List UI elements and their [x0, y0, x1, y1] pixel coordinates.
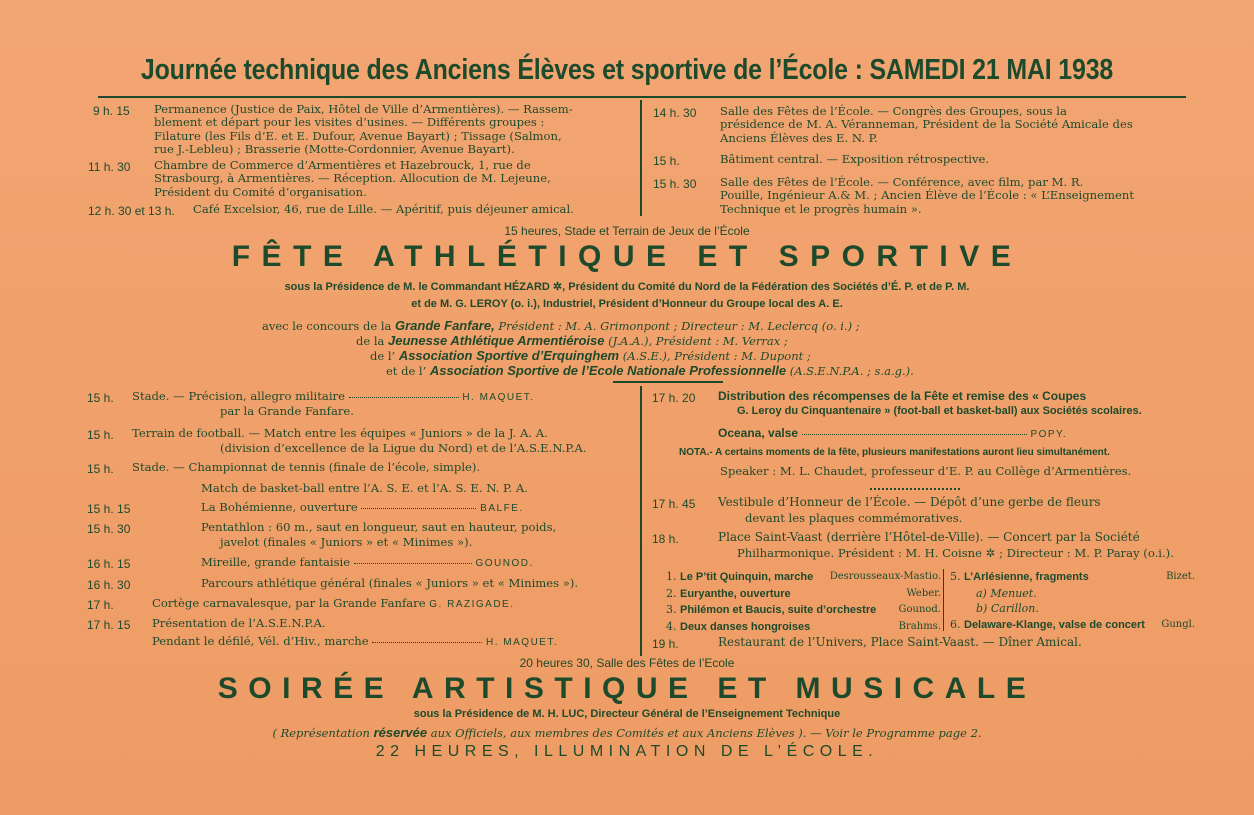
program-number: 1.: [666, 570, 677, 583]
entry-line: Filature (les Fils d’E. et E. Dufour, Avenue Bayart) ; Tissage (Salmon,: [154, 128, 562, 143]
event-time: 15 h. 30: [87, 522, 131, 536]
fete-subtitle: 15 heures, Stade et Terrain de Jeux de l’École: [504, 224, 750, 238]
concours-name: Association Sportive de l’Ecole Nationale Professionnelle: [429, 363, 787, 378]
concert-program-left: [666, 569, 941, 635]
entry-conference: [720, 176, 1200, 216]
time-15h: 15 h.: [653, 154, 680, 168]
concours-line: [386, 363, 914, 378]
event-line2: par la Grande Fanfare.: [220, 404, 354, 418]
wavy-divider: [870, 484, 960, 490]
event-precision: [132, 390, 535, 404]
entry-line: présidence de M. A. Véranneman, Président de la Société Amicale des: [720, 117, 1133, 132]
time-12h30: 12 h. 30 et 13 h.: [88, 204, 175, 218]
event-time: 17 h.: [87, 598, 114, 612]
event-tennis: Stade. — Championnat de tennis (finale de l’école, simple).: [132, 460, 481, 474]
entry-line: Salle des Fêtes de l’École. — Conférence, avec film, par M. R.: [720, 175, 1084, 189]
time-9h15: 9 h. 15: [93, 104, 130, 118]
composer: H. MAQUET.: [462, 392, 535, 403]
concours-prefix: de l’: [370, 349, 396, 363]
concours-rest: Président : M. A. Grimonpont ; Directeur : M. Leclercq (o. i.) ;: [498, 319, 860, 333]
fete-presidence-2: et de M. G. LEROY (o. i.), Industriel, Président d’Honneur du Groupe local des A. E.: [411, 298, 843, 310]
program-item: [666, 602, 941, 619]
entry-line: Chambre de Commerce d’Armentières et Hazebrouck, 1, rue de: [154, 158, 531, 172]
event-time: 16 h. 30: [87, 578, 131, 592]
event-text: Cortège carnavalesque, par la Grande Fanfare: [152, 596, 426, 610]
concours-name: Jeunesse Athlétique Armentiéroise: [388, 333, 605, 348]
note-part: aux Officiels, aux membres des Comités et aux Anciens Elèves ). — Voir le Programme page 2.: [430, 726, 982, 740]
event-text: Mireille, grande fantaisie: [201, 555, 351, 569]
leader-dots: [361, 508, 476, 509]
program-item: [666, 569, 941, 586]
program-divider: [943, 569, 944, 631]
event-time: 16 h. 15: [87, 557, 131, 571]
concours-line: [356, 333, 788, 348]
concours-prefix: de la: [356, 334, 385, 348]
column-divider-top: [640, 100, 642, 216]
diner-line: Restaurant de l’Univers, Place Saint-Vaast. — Dîner Amical.: [718, 635, 1082, 649]
entry-line: Technique et le progrès humain ».: [720, 201, 922, 216]
fete-presidence-1: sous la Présidence de M. le Commandant HÉZARD ✲, Président du Comité du Nord de la Fédération des Sociétés d’É. P. et de P. M.: [284, 281, 970, 293]
time-14h30: 14 h. 30: [653, 106, 697, 120]
program-title: a) Menuet.: [976, 586, 1037, 600]
column-divider-bottom: [640, 386, 642, 656]
event-pentathlon: Pentathlon : 60 m., saut en longueur, saut en hauteur, poids,: [201, 520, 557, 534]
event-cortege: [152, 597, 515, 611]
entry-cafe-excelsior: [193, 203, 633, 216]
event-basket: Match de basket-ball entre l’A. S. E. et l’A. S. E. N. P. A.: [201, 481, 528, 495]
soiree-subtitle: 20 heures 30, Salle des Fêtes de l’Ecole: [519, 656, 735, 670]
entry-line: Anciens Élèves des E. N. P.: [720, 130, 878, 145]
program-title: L’Arlésienne, fragments: [964, 571, 1089, 583]
program-composer: Gungl.: [1161, 618, 1195, 630]
composer: GOUNOD.: [475, 558, 534, 569]
nota: [679, 446, 1110, 459]
event-time: 15 h.: [87, 462, 114, 476]
program-composer: Weber.: [906, 587, 941, 599]
nota-text: A certains moments de la fête, plusieurs manifestations auront lieu simultanément.: [715, 447, 1110, 458]
concours-line: [370, 348, 811, 363]
distribution-line-1: Distribution des récompenses de la Fête et remise des « Coupes: [718, 389, 1087, 403]
composer: BALFE.: [480, 503, 524, 514]
composer: H. MAQUET.: [486, 637, 559, 648]
event-line2: [152, 635, 558, 649]
event-time: 15 h.: [87, 391, 114, 405]
entry-line: blement et départ pour les visites d’usines. — Différents groupes :: [154, 115, 545, 130]
entry-line: Pouille, Ingénieur A.& M. ; Ancien Élève de l’École : « L’Enseignement: [720, 188, 1134, 203]
concert-line-1: Place Saint-Vaast (derrière l’Hôtel-de-Ville). — Concert par la Société: [718, 530, 1140, 544]
program-composer: Bizet.: [1166, 571, 1195, 582]
entry-line: Permanence (Justice de Paix, Hôtel de Ville d’Armentières). — Rassem-: [154, 102, 573, 116]
concert-line-2: Philharmonique. Président : M. H. Coisne ✲ ; Directeur : M. P. Paray (o.i.).: [737, 546, 1174, 560]
note-part: ( Représentation: [272, 726, 370, 740]
event-mireille: [201, 556, 534, 570]
time-15h30: 15 h. 30: [653, 177, 697, 191]
event-time: 15 h.: [87, 428, 114, 442]
entry-line: Président du Comité d’organisation.: [154, 184, 367, 199]
entry-line: Salle des Fêtes de l’École. — Congrès des Groupes, sous la: [720, 104, 1067, 118]
depot-line-1: Vestibule d’Honneur de l’École. — Dépôt d’une gerbe de fleurs: [718, 495, 1101, 509]
event-time: 15 h. 15: [87, 502, 131, 516]
event-time: 19 h.: [652, 637, 679, 651]
event-time: 17 h. 20: [652, 391, 696, 405]
time-11h30: 11 h. 30: [88, 160, 131, 174]
concours-name: Grande Fanfare,: [395, 318, 495, 333]
event-time: 18 h.: [652, 532, 679, 546]
concours-name: Association Sportive d’Erquinghem: [398, 348, 620, 363]
event-text: Oceana, valse: [718, 426, 799, 440]
event-line2: (division d’excellence de la Ligue du Nord) et de l’A.S.E.N.P.A.: [220, 441, 587, 455]
program-composer: Desrousseaux-Mastio.: [829, 571, 941, 582]
entry-line: Bâtiment central. — Exposition rétrospective.: [720, 152, 990, 166]
soiree-presidence: sous la Présidence de M. H. LUC, Directeur Général de l’Enseignement Technique: [413, 708, 841, 720]
program-title: Euryanthe, ouverture: [680, 587, 791, 600]
program-number: 4.: [666, 619, 677, 633]
soiree-title: SOIRÉE ARTISTIQUE ET MUSICALE: [217, 672, 1037, 705]
entry-congres: [720, 105, 1200, 145]
event-presentation: Présentation de l’A.S.E.N.P.A.: [152, 616, 326, 630]
leader-dots: [372, 642, 482, 643]
event-line2: javelot (finales « Juniors » et « Minimes »).: [220, 535, 473, 549]
leader-dots: [354, 563, 472, 564]
event-football: Terrain de football. — Match entre les équipes « Juniors » de la J. A. A.: [132, 426, 548, 440]
concours-rest: (A.S.E.), Président : M. Dupont ;: [622, 349, 811, 363]
program-title: Philémon et Baucis, suite d’orchestre: [680, 604, 877, 616]
event-bohemienne: [201, 501, 524, 515]
page-title: Journée technique des Anciens Élèves et sportive de l’École : SAMEDI 21 MAI 1938: [140, 54, 1114, 86]
program-number: 3.: [666, 603, 677, 616]
entry-line: rue J.-Lebleu) ; Brasserie (Motte-Cordonnier, Avenue Bayart).: [154, 142, 515, 157]
concours-prefix: avec le concours de la: [262, 319, 392, 333]
entry-permanence: [154, 103, 629, 157]
fete-rule: [613, 381, 723, 383]
event-text: La Bohémienne, ouverture: [201, 500, 358, 514]
entry-line: Café Excelsior, 46, rue de Lille. — Apéritif, puis déjeuner amical.: [193, 202, 574, 216]
event-parcours: Parcours athlétique général (finales « Juniors » et « Minimes »).: [201, 576, 579, 590]
event-oceana: [718, 427, 1067, 441]
event-text: Pendant le défilé, Vél. d’Hiv., marche: [152, 634, 369, 648]
program-title: Le P’tit Quinquin, marche: [680, 571, 814, 583]
title-underline: [98, 96, 1186, 98]
concours-rest: (A.S.E.N.P.A. ; s.a.g.).: [789, 364, 914, 378]
program-composer: Brahms.: [898, 620, 941, 632]
note-reserved: réservée: [373, 725, 428, 740]
entry-chambre-commerce: [154, 159, 629, 199]
program-item: [950, 617, 1195, 634]
speaker: Speaker : M. L. Chaudet, professeur d’E. P. au Collège d’Armentières.: [720, 464, 1132, 478]
program-item: [666, 619, 941, 636]
program-title: Deux danses hongroises: [680, 620, 811, 633]
program-number: 5.: [950, 570, 961, 583]
concours-line: [262, 318, 860, 333]
program-number: 2.: [666, 586, 677, 600]
concours-prefix: et de l’: [386, 364, 427, 378]
illumination: 22 HEURES, ILLUMINATION DE L’ÉCOLE.: [375, 743, 879, 760]
program-number: 6.: [950, 617, 961, 631]
composer: POPY.: [1030, 429, 1068, 440]
leader-dots: [802, 434, 1027, 435]
event-text: Stade. — Précision, allegro militaire: [132, 389, 345, 403]
fete-title: FÊTE ATHLÉTIQUE ET SPORTIVE: [231, 240, 1023, 273]
program-item: [950, 569, 1195, 586]
program-title: b) Carillon.: [976, 602, 1039, 615]
program-item: [950, 601, 1195, 617]
entry-batiment-central: [720, 153, 1200, 166]
entry-line: Strasbourg, à Armentières. — Réception. Allocution de M. Lejeune,: [154, 171, 551, 186]
program-item: [666, 586, 941, 603]
nota-label: NOTA.-: [679, 447, 713, 458]
event-time: 17 h. 45: [652, 497, 696, 511]
concert-program-right: [950, 569, 1195, 633]
concours-rest: (J.A.A.), Président : M. Verrax ;: [608, 334, 788, 348]
composer: G. RAZIGADE.: [429, 599, 515, 610]
program-item: [950, 586, 1195, 602]
program-title: Delaware-Klange, valse de concert: [964, 618, 1145, 631]
event-time: 17 h. 15: [87, 618, 131, 632]
distribution-line-2: G. Leroy du Cinquantenaire » (foot-ball et basket-ball) aux Sociétés scolaires.: [737, 405, 1142, 417]
program-composer: Gounod.: [898, 604, 941, 615]
depot-line-2: devant les plaques commémoratives.: [745, 511, 963, 525]
leader-dots: [349, 397, 459, 398]
soiree-note: [0, 725, 1254, 740]
